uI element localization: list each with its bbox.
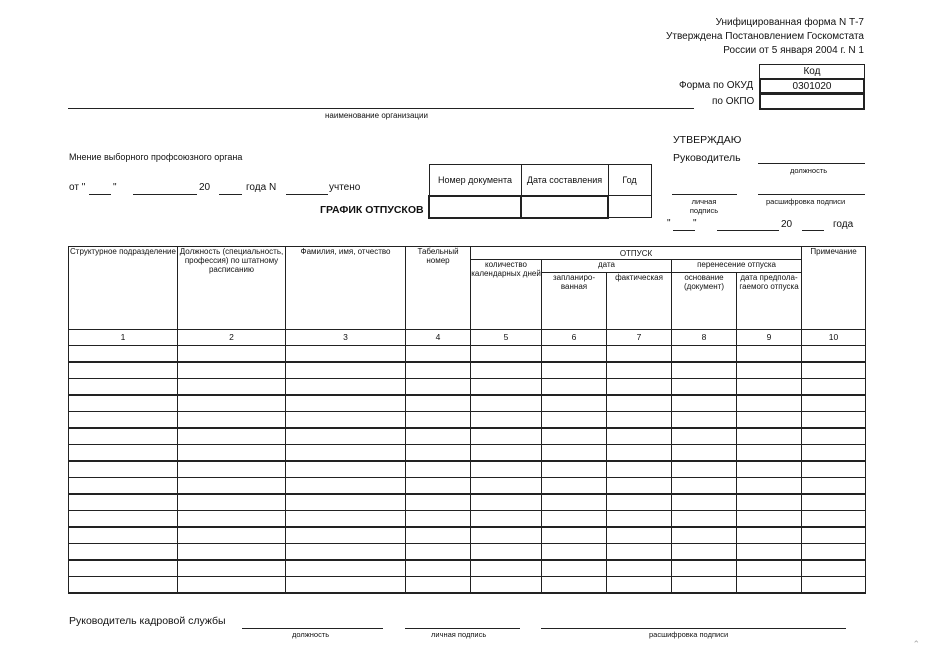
table-cell[interactable]	[471, 346, 542, 363]
approve-month-line[interactable]	[717, 230, 779, 231]
table-cell[interactable]	[69, 478, 178, 495]
col-header-full-name: Фамилия, имя, отчество	[286, 247, 406, 330]
okpo-code-field[interactable]	[759, 93, 865, 110]
table-cell[interactable]	[672, 445, 737, 462]
table-cell[interactable]	[69, 494, 178, 511]
table-cell[interactable]	[737, 461, 802, 478]
table-cell[interactable]	[607, 395, 672, 412]
table-cell[interactable]	[737, 412, 802, 429]
table-cell[interactable]	[802, 560, 866, 577]
table-cell[interactable]	[178, 379, 286, 396]
union-taken-label: учтено	[329, 182, 361, 193]
table-row	[69, 395, 866, 412]
table-cell[interactable]	[178, 560, 286, 577]
table-cell[interactable]	[672, 428, 737, 445]
column-number: 1	[69, 330, 178, 346]
table-cell[interactable]	[737, 478, 802, 495]
doc-date-header: Дата составления	[521, 165, 608, 196]
table-cell[interactable]	[178, 494, 286, 511]
table-cell[interactable]	[178, 428, 286, 445]
table-cell[interactable]	[178, 362, 286, 379]
table-cell[interactable]	[406, 379, 471, 396]
table-cell[interactable]	[69, 461, 178, 478]
table-cell[interactable]	[286, 346, 406, 363]
col-header-calendar-days: количество календарных дней	[471, 260, 542, 330]
table-cell[interactable]	[69, 527, 178, 544]
table-cell[interactable]	[286, 494, 406, 511]
column-number: 8	[672, 330, 737, 346]
form-header-line1: Унифицированная форма N Т-7	[715, 17, 864, 28]
table-cell[interactable]	[69, 544, 178, 561]
table-cell[interactable]	[672, 560, 737, 577]
approve-signature-caption: личная подпись	[689, 197, 719, 215]
doc-year-header: Год	[608, 165, 651, 196]
union-day-line[interactable]	[89, 194, 111, 195]
table-cell[interactable]	[178, 445, 286, 462]
table-cell[interactable]	[672, 461, 737, 478]
table-row	[69, 494, 866, 511]
table-cell[interactable]	[607, 346, 672, 363]
approve-year-suffix: года	[833, 219, 854, 230]
table-cell[interactable]	[737, 544, 802, 561]
table-cell[interactable]	[471, 560, 542, 577]
table-cell[interactable]	[286, 362, 406, 379]
table-cell[interactable]	[69, 395, 178, 412]
footer-decode-caption: расшифровка подписи	[649, 630, 729, 639]
table-cell[interactable]	[69, 412, 178, 429]
table-cell[interactable]	[406, 577, 471, 594]
col-header-date-group: дата	[542, 260, 672, 273]
column-number: 7	[607, 330, 672, 346]
table-cell[interactable]	[286, 395, 406, 412]
column-number: 2	[178, 330, 286, 346]
table-cell[interactable]	[406, 428, 471, 445]
approve-position-caption: должность	[790, 166, 828, 175]
table-cell[interactable]	[672, 379, 737, 396]
table-cell[interactable]	[286, 445, 406, 462]
table-row	[69, 577, 866, 594]
table-cell[interactable]	[178, 346, 286, 363]
table-cell[interactable]	[406, 494, 471, 511]
table-cell[interactable]	[542, 445, 607, 462]
table-cell[interactable]	[737, 379, 802, 396]
table-cell[interactable]	[406, 362, 471, 379]
table-cell[interactable]	[802, 577, 866, 594]
table-cell[interactable]	[471, 395, 542, 412]
union-number-line[interactable]	[286, 194, 328, 195]
table-cell[interactable]	[737, 395, 802, 412]
document-title: ГРАФИК ОТПУСКОВ	[320, 204, 424, 216]
table-cell[interactable]	[607, 494, 672, 511]
table-cell[interactable]	[178, 478, 286, 495]
table-cell[interactable]	[406, 478, 471, 495]
table-cell[interactable]	[672, 511, 737, 528]
table-cell[interactable]	[69, 346, 178, 363]
table-cell[interactable]	[737, 494, 802, 511]
table-row	[69, 511, 866, 528]
table-cell[interactable]	[802, 494, 866, 511]
table-cell[interactable]	[737, 362, 802, 379]
table-body	[69, 346, 866, 594]
table-cell[interactable]	[286, 461, 406, 478]
approve-position-line[interactable]	[758, 163, 865, 164]
union-month-line[interactable]	[133, 194, 197, 195]
column-number: 9	[737, 330, 802, 346]
table-cell[interactable]	[471, 379, 542, 396]
table-cell[interactable]	[286, 527, 406, 544]
organization-caption: наименование организации	[325, 111, 428, 120]
table-cell[interactable]	[406, 511, 471, 528]
table-row	[69, 346, 866, 363]
column-number: 5	[471, 330, 542, 346]
table-cell[interactable]	[69, 577, 178, 594]
table-cell[interactable]	[471, 527, 542, 544]
table-cell[interactable]	[471, 412, 542, 429]
union-year-prefix: 20	[199, 182, 211, 193]
table-cell[interactable]	[737, 428, 802, 445]
table-cell[interactable]	[672, 577, 737, 594]
table-cell[interactable]	[802, 461, 866, 478]
table-cell[interactable]	[607, 478, 672, 495]
table-cell[interactable]	[286, 428, 406, 445]
form-header-line2: Утверждена Постановлением Госкомстата	[666, 31, 864, 42]
footer-decode-line[interactable]	[541, 628, 846, 629]
table-cell[interactable]	[69, 511, 178, 528]
union-quote-close: "	[113, 182, 117, 193]
union-from-label: от "	[69, 182, 86, 193]
col-header-basis: основание (документ)	[672, 273, 737, 330]
table-cell[interactable]	[607, 527, 672, 544]
table-cell[interactable]	[542, 461, 607, 478]
table-cell[interactable]	[542, 395, 607, 412]
table-cell[interactable]	[69, 560, 178, 577]
table-cell[interactable]	[607, 577, 672, 594]
table-cell[interactable]	[802, 362, 866, 379]
table-cell[interactable]	[607, 362, 672, 379]
col-header-personnel-number: Табельный номер	[406, 247, 471, 330]
approve-year-prefix: 20	[781, 219, 793, 230]
approve-quote-open: "	[667, 218, 671, 229]
table-cell[interactable]	[607, 412, 672, 429]
table-cell[interactable]	[672, 494, 737, 511]
table-cell[interactable]	[406, 544, 471, 561]
table-cell[interactable]	[542, 577, 607, 594]
table-cell[interactable]	[802, 544, 866, 561]
table-row	[69, 461, 866, 478]
approve-day-line[interactable]	[673, 230, 695, 231]
form-header-line3: России от 5 января 2004 г. N 1	[723, 45, 864, 56]
union-year-line[interactable]	[219, 194, 242, 195]
table-cell[interactable]	[802, 428, 866, 445]
table-cell[interactable]	[178, 527, 286, 544]
table-cell[interactable]	[737, 346, 802, 363]
approve-signature-line[interactable]	[672, 194, 737, 195]
table-cell[interactable]	[672, 527, 737, 544]
union-year-n-label: года N	[246, 182, 277, 193]
table-cell[interactable]	[406, 560, 471, 577]
footer-label: Руководитель кадровой службы	[69, 615, 226, 627]
doc-number-header: Номер документа	[429, 165, 521, 196]
table-cell[interactable]	[542, 494, 607, 511]
column-number: 3	[286, 330, 406, 346]
footer-signature-caption: личная подпись	[431, 630, 487, 639]
table-cell[interactable]	[802, 346, 866, 363]
table-cell[interactable]	[542, 527, 607, 544]
table-cell[interactable]	[286, 544, 406, 561]
table-cell[interactable]	[286, 577, 406, 594]
table-cell[interactable]	[542, 362, 607, 379]
table-cell[interactable]	[607, 445, 672, 462]
table-cell[interactable]	[542, 379, 607, 396]
table-cell[interactable]	[672, 346, 737, 363]
table-cell[interactable]	[286, 478, 406, 495]
table-cell[interactable]	[286, 511, 406, 528]
table-cell[interactable]	[69, 445, 178, 462]
table-cell[interactable]	[672, 395, 737, 412]
table-row	[69, 527, 866, 544]
table-row	[69, 379, 866, 396]
table-cell[interactable]	[542, 428, 607, 445]
table-cell[interactable]	[802, 445, 866, 462]
table-cell[interactable]	[672, 544, 737, 561]
table-cell[interactable]	[471, 461, 542, 478]
doc-number-field[interactable]	[429, 196, 521, 218]
col-header-actual: фактическая	[607, 273, 672, 330]
table-cell[interactable]	[672, 362, 737, 379]
table-cell[interactable]	[607, 544, 672, 561]
table-cell[interactable]	[737, 445, 802, 462]
union-caption: Мнение выборного профсоюзного органа	[69, 152, 243, 162]
table-cell[interactable]	[542, 544, 607, 561]
col-header-note: Примечание	[802, 247, 866, 330]
table-cell[interactable]	[802, 412, 866, 429]
table-cell[interactable]	[672, 478, 737, 495]
table-cell[interactable]	[607, 461, 672, 478]
okud-label: Форма по ОКУД	[679, 80, 754, 91]
table-cell[interactable]	[737, 560, 802, 577]
table-cell[interactable]	[178, 511, 286, 528]
table-cell[interactable]	[471, 577, 542, 594]
table-cell[interactable]	[69, 379, 178, 396]
table-cell[interactable]	[286, 560, 406, 577]
table-cell[interactable]	[406, 346, 471, 363]
col-header-transfer-group: перенесение отпуска	[672, 260, 802, 273]
table-row	[69, 560, 866, 577]
col-header-position: Должность (специальность, профессия) по штатному расписанию	[178, 247, 286, 330]
table-cell[interactable]	[69, 362, 178, 379]
table-cell[interactable]	[607, 560, 672, 577]
table-cell[interactable]	[406, 527, 471, 544]
table-cell[interactable]	[542, 511, 607, 528]
code-header: Код	[759, 64, 865, 79]
document-info-table	[428, 164, 652, 219]
table-cell[interactable]	[737, 511, 802, 528]
table-cell[interactable]	[286, 412, 406, 429]
approve-decode-line[interactable]	[758, 194, 865, 195]
footer-position-line[interactable]	[242, 628, 383, 629]
table-cell[interactable]	[178, 395, 286, 412]
table-cell[interactable]	[607, 511, 672, 528]
col-header-planned: запланиро-ванная	[542, 273, 607, 330]
table-cell[interactable]	[542, 412, 607, 429]
table-cell[interactable]	[178, 412, 286, 429]
table-cell[interactable]	[471, 478, 542, 495]
table-cell[interactable]	[178, 577, 286, 594]
doc-date-field[interactable]	[521, 196, 608, 218]
table-cell[interactable]	[471, 445, 542, 462]
table-cell[interactable]	[286, 379, 406, 396]
table-row	[69, 412, 866, 429]
column-number: 10	[802, 330, 866, 346]
table-cell[interactable]	[542, 560, 607, 577]
vacation-schedule-table	[68, 246, 866, 594]
column-numbers-row	[69, 330, 866, 346]
table-cell[interactable]	[406, 461, 471, 478]
approve-year-line[interactable]	[802, 230, 824, 231]
table-row	[69, 428, 866, 445]
footer-signature-line[interactable]	[405, 628, 520, 629]
approve-title: УТВЕРЖДАЮ	[673, 134, 742, 146]
okpo-label: по ОКПО	[712, 96, 755, 107]
table-cell[interactable]	[802, 478, 866, 495]
table-cell[interactable]	[471, 494, 542, 511]
table-cell[interactable]	[607, 428, 672, 445]
table-cell[interactable]	[406, 445, 471, 462]
approve-head-label: Руководитель	[673, 152, 741, 164]
table-row	[69, 362, 866, 379]
table-cell[interactable]	[471, 511, 542, 528]
table-cell[interactable]	[471, 362, 542, 379]
approve-decode-caption: расшифровка подписи	[766, 197, 846, 206]
table-row	[69, 445, 866, 462]
table-cell[interactable]	[672, 412, 737, 429]
table-cell[interactable]	[542, 478, 607, 495]
table-cell[interactable]	[737, 527, 802, 544]
table-cell[interactable]	[607, 379, 672, 396]
table-cell[interactable]	[802, 379, 866, 396]
col-header-department: Структурное подразделение	[69, 247, 178, 330]
doc-year-field[interactable]	[608, 196, 651, 218]
footer-position-caption: должность	[292, 630, 330, 639]
table-cell[interactable]	[471, 428, 542, 445]
table-cell[interactable]	[737, 577, 802, 594]
column-number: 6	[542, 330, 607, 346]
scroll-up-icon[interactable]: ⌃	[912, 639, 920, 649]
table-row	[69, 478, 866, 495]
table-cell[interactable]	[802, 395, 866, 412]
table-cell[interactable]	[471, 544, 542, 561]
table-cell[interactable]	[69, 428, 178, 445]
table-cell[interactable]	[406, 412, 471, 429]
table-cell[interactable]	[178, 461, 286, 478]
form-header	[666, 16, 864, 58]
organization-name-line[interactable]	[68, 108, 694, 109]
table-cell[interactable]	[178, 544, 286, 561]
table-cell[interactable]	[406, 395, 471, 412]
table-row	[69, 544, 866, 561]
table-cell[interactable]	[542, 346, 607, 363]
col-header-vacation-group: ОТПУСК	[471, 247, 802, 260]
okud-code-field[interactable]: 0301020	[759, 78, 865, 94]
col-header-expected-date: дата предпола-гаемого отпуска	[737, 273, 802, 330]
table-cell[interactable]	[802, 511, 866, 528]
column-number: 4	[406, 330, 471, 346]
table-cell[interactable]	[802, 527, 866, 544]
approve-quote-close: "	[693, 218, 697, 229]
